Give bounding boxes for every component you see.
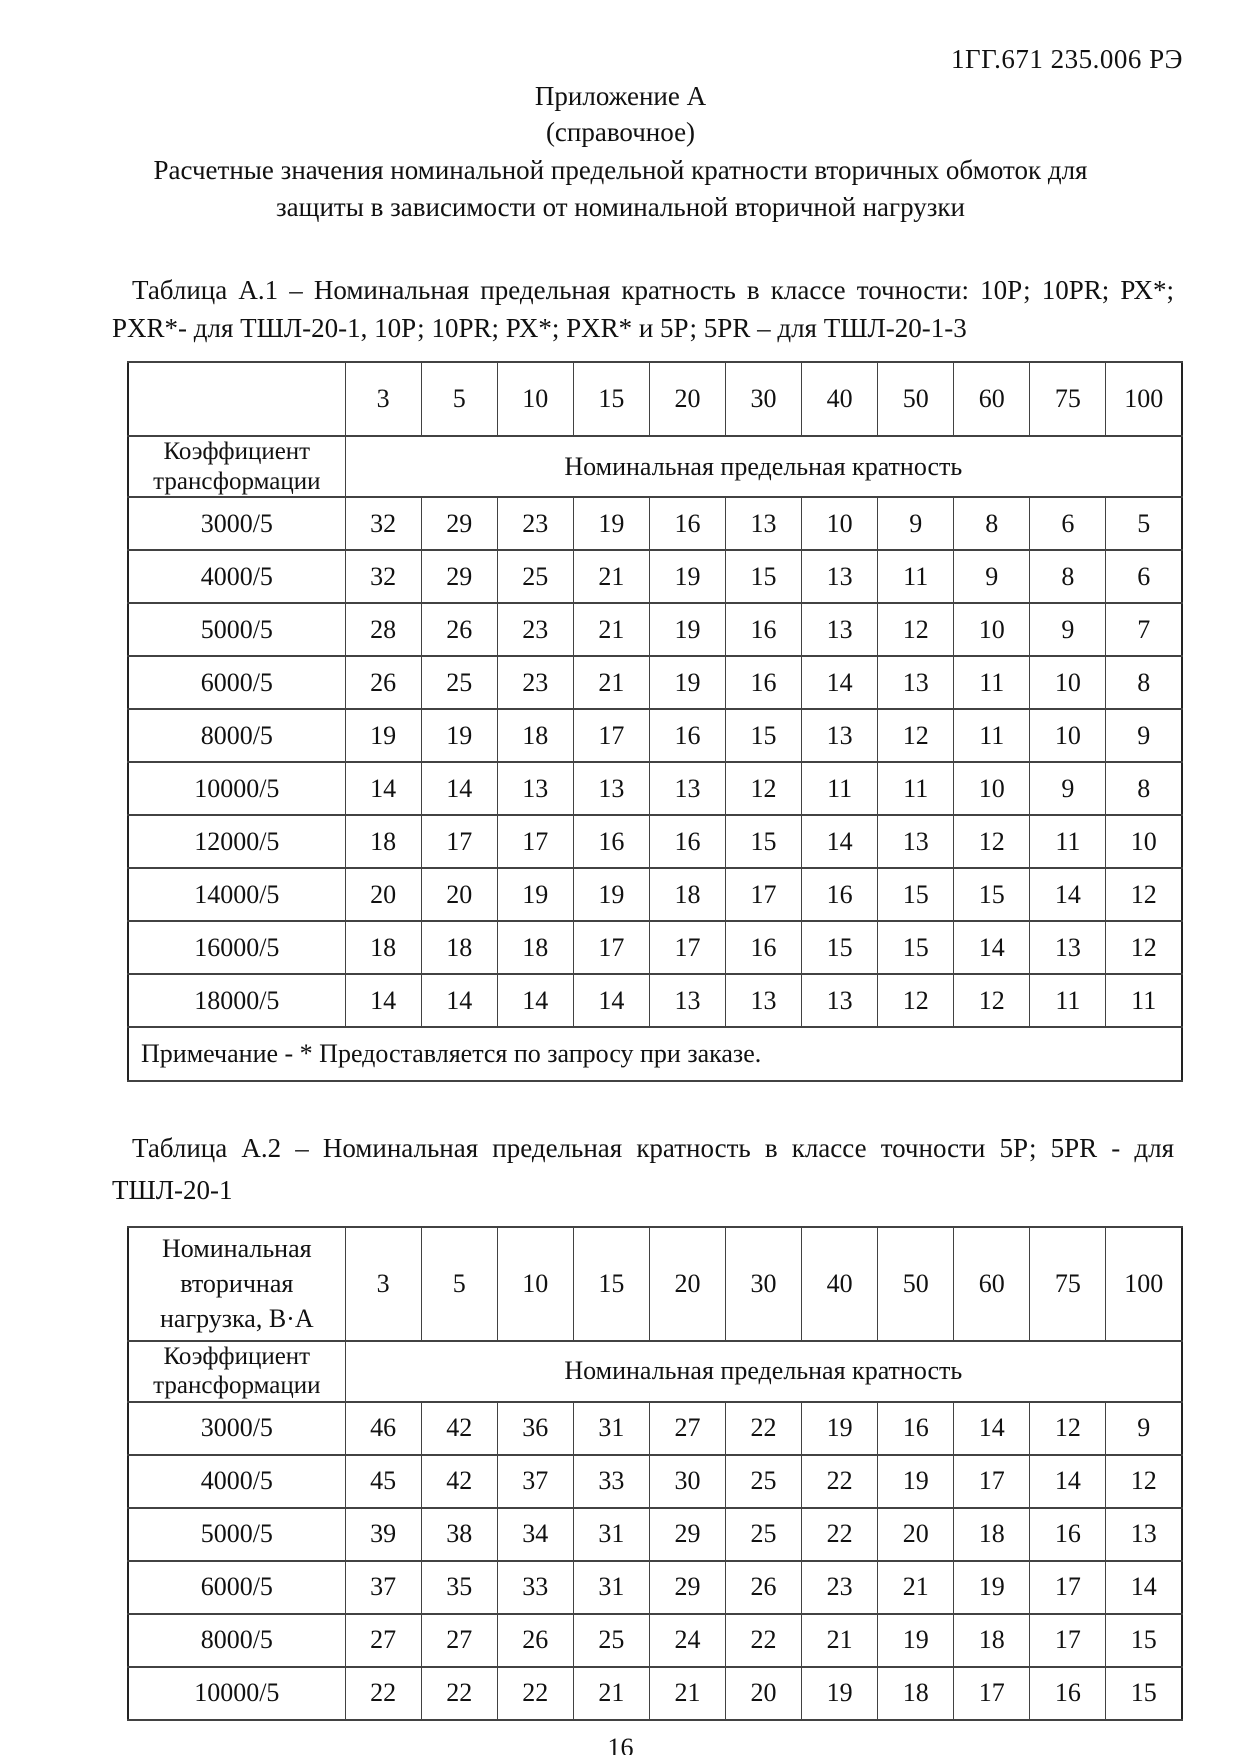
table-note: Примечание - * Предоставляется по запросу при заказе.	[128, 1027, 1182, 1081]
multiplicity-value-cell: 9	[1030, 762, 1106, 815]
multiplicity-value-cell: 12	[1106, 1455, 1182, 1508]
multiplicity-value-cell: 33	[573, 1455, 649, 1508]
multiplicity-value-cell: 9	[1030, 603, 1106, 656]
header-row	[128, 1341, 1182, 1402]
multiplicity-value-cell: 5	[1106, 497, 1182, 550]
multiplicity-value-cell: 15	[726, 550, 802, 603]
transformation-ratio-cell: 8000/5	[128, 709, 345, 762]
load-column-header: 50	[878, 362, 954, 436]
multiplicity-value-cell: 22	[345, 1667, 421, 1720]
appendix-title: Приложение А	[534, 81, 707, 111]
multiplicity-value-cell: 29	[421, 550, 497, 603]
multiplicity-value-cell: 13	[649, 762, 725, 815]
multiplicity-value-cell: 10	[1106, 815, 1182, 868]
multiplicity-value-cell: 18	[954, 1508, 1030, 1561]
multiplicity-value-cell: 27	[421, 1614, 497, 1667]
transformation-ratio-cell: 16000/5	[128, 921, 345, 974]
multiplicity-value-cell: 16	[726, 656, 802, 709]
multiplicity-value-cell: 19	[573, 868, 649, 921]
multiplicity-value-cell: 12	[878, 603, 954, 656]
multiplicity-value-cell: 17	[421, 815, 497, 868]
multiplicity-value-cell: 14	[497, 974, 573, 1027]
multiplicity-value-cell: 22	[802, 1508, 878, 1561]
multiplicity-value-cell: 38	[421, 1508, 497, 1561]
multiplicity-value-cell: 27	[649, 1402, 725, 1455]
multiplicity-value-cell: 9	[954, 550, 1030, 603]
multiplicity-value-cell: 37	[497, 1455, 573, 1508]
multiplicity-value-cell: 16	[726, 603, 802, 656]
table-row	[128, 1614, 1182, 1667]
multiplicity-value-cell: 10	[954, 603, 1030, 656]
multiplicity-value-cell: 42	[421, 1455, 497, 1508]
multiplicity-value-cell: 17	[1030, 1561, 1106, 1614]
multiplicity-value-cell: 16	[649, 709, 725, 762]
multiplicity-value-cell: 19	[878, 1455, 954, 1508]
load-column-header: 60	[954, 362, 1030, 436]
multiplicity-value-cell: 13	[573, 762, 649, 815]
multiplicity-value-cell: 19	[345, 709, 421, 762]
multiplicity-value-cell: 22	[726, 1614, 802, 1667]
multiplicity-value-cell: 25	[726, 1455, 802, 1508]
multiplicity-value-cell: 17	[954, 1667, 1030, 1720]
multiplicity-value-cell: 45	[345, 1455, 421, 1508]
table-row	[128, 1561, 1182, 1614]
multiplicity-value-cell: 12	[1030, 1402, 1106, 1455]
multiplicity-value-cell: 17	[573, 709, 649, 762]
multiplicity-value-cell: 12	[726, 762, 802, 815]
multiplicity-value-cell: 16	[1030, 1508, 1106, 1561]
multiplicity-value-cell: 26	[345, 656, 421, 709]
load-column-header: 15	[573, 362, 649, 436]
load-column-header: 10	[497, 1227, 573, 1341]
multiplicity-value-cell: 20	[421, 868, 497, 921]
corner-cell	[128, 362, 345, 436]
table-a2-caption: Таблица А.2 – Номинальная предельная кратность в классе точности 5Р; 5PR - для ТШЛ-20-1	[112, 1133, 1174, 1205]
multiplicity-value-cell: 21	[802, 1614, 878, 1667]
multiplicity-value-cell: 25	[421, 656, 497, 709]
multiplicity-value-cell: 31	[573, 1402, 649, 1455]
multiplicity-value-cell: 18	[649, 868, 725, 921]
appendix-subtitle: (справочное)	[545, 117, 696, 147]
load-column-header: 5	[421, 362, 497, 436]
multiplicity-value-cell: 42	[421, 1402, 497, 1455]
multiplicity-value-cell: 7	[1106, 603, 1182, 656]
document-description: Расчетные значения номинальной предельной кратности вторичных обмоток для защиты в зависимости от номинальной вторичной нагрузки	[153, 155, 1088, 223]
multiplicity-value-cell: 21	[573, 603, 649, 656]
load-column-header: 15	[573, 1227, 649, 1341]
multiplicity-value-cell: 21	[573, 550, 649, 603]
transformation-ratio-cell: 4000/5	[128, 550, 345, 603]
table-row	[128, 550, 1182, 603]
table-row	[128, 656, 1182, 709]
load-columns-row	[128, 1227, 1182, 1341]
multiplicity-value-cell: 13	[878, 815, 954, 868]
transformation-ratio-cell: 3000/5	[128, 497, 345, 550]
table-row	[128, 709, 1182, 762]
multiplicity-value-cell: 8	[954, 497, 1030, 550]
table-a1	[127, 361, 1183, 1082]
transformation-ratio-cell: 10000/5	[128, 762, 345, 815]
multiplicity-value-cell: 11	[878, 550, 954, 603]
multiplicity-value-cell: 10	[954, 762, 1030, 815]
multiplicity-value-cell: 31	[573, 1561, 649, 1614]
multiplicity-value-cell: 18	[421, 921, 497, 974]
multiplicity-value-cell: 16	[878, 1402, 954, 1455]
page-number: 16	[607, 1732, 634, 1755]
multiplicity-value-cell: 29	[649, 1561, 725, 1614]
multiplicity-value-cell: 9	[1106, 1402, 1182, 1455]
multiplicity-value-cell: 14	[1106, 1561, 1182, 1614]
multiplicity-value-cell: 17	[1030, 1614, 1106, 1667]
multiplicity-value-cell: 11	[1030, 815, 1106, 868]
multiplicity-value-cell: 25	[573, 1614, 649, 1667]
multiplicity-value-cell: 14	[421, 974, 497, 1027]
load-column-header: 40	[802, 362, 878, 436]
multiplicity-value-cell: 13	[1030, 921, 1106, 974]
multiplicity-value-cell: 27	[345, 1614, 421, 1667]
multiplicity-value-cell: 21	[573, 656, 649, 709]
multiplicity-value-cell: 46	[345, 1402, 421, 1455]
load-column-header: 40	[802, 1227, 878, 1341]
multiplicity-value-cell: 17	[573, 921, 649, 974]
multiplicity-value-cell: 15	[1106, 1614, 1182, 1667]
table-row	[128, 603, 1182, 656]
multiplicity-value-cell: 15	[802, 921, 878, 974]
multiplicity-value-cell: 21	[649, 1667, 725, 1720]
transformation-ratio-cell: 14000/5	[128, 868, 345, 921]
load-column-header: 100	[1106, 362, 1182, 436]
multiplicity-value-cell: 26	[497, 1614, 573, 1667]
multiplicity-value-cell: 22	[726, 1402, 802, 1455]
load-column-header: 50	[878, 1227, 954, 1341]
table-row	[128, 921, 1182, 974]
multiplicity-value-cell: 19	[802, 1402, 878, 1455]
multiplicity-value-cell: 23	[802, 1561, 878, 1614]
multiplicity-value-cell: 19	[649, 656, 725, 709]
multiplicity-value-cell: 15	[878, 868, 954, 921]
transformation-ratio-cell: 3000/5	[128, 1402, 345, 1455]
transformation-ratio-cell: 4000/5	[128, 1455, 345, 1508]
multiplicity-value-cell: 20	[878, 1508, 954, 1561]
multiplicity-value-cell: 23	[497, 656, 573, 709]
multiplicity-value-cell: 11	[802, 762, 878, 815]
multiplicity-value-cell: 14	[345, 974, 421, 1027]
multiplicity-value-cell: 13	[497, 762, 573, 815]
multiplicity-value-cell: 29	[649, 1508, 725, 1561]
multiplicity-value-cell: 15	[878, 921, 954, 974]
multiplicity-value-cell: 19	[421, 709, 497, 762]
load-column-header: 3	[345, 1227, 421, 1341]
multiplicity-value-cell: 23	[497, 603, 573, 656]
load-column-header: 10	[497, 362, 573, 436]
multiplicity-value-cell: 13	[726, 497, 802, 550]
multiplicity-value-cell: 10	[1030, 656, 1106, 709]
transformation-ratio-cell: 6000/5	[128, 656, 345, 709]
multiplicity-value-cell: 15	[726, 815, 802, 868]
multiplicity-value-cell: 19	[497, 868, 573, 921]
multiplicity-value-cell: 18	[345, 921, 421, 974]
multiplicity-value-cell: 36	[497, 1402, 573, 1455]
multiplicity-value-cell: 19	[878, 1614, 954, 1667]
multiplicity-value-cell: 8	[1030, 550, 1106, 603]
multiplicity-value-cell: 11	[1030, 974, 1106, 1027]
multiplicity-value-cell: 14	[954, 1402, 1030, 1455]
table-row	[128, 1455, 1182, 1508]
table-row	[128, 762, 1182, 815]
multiplicity-value-cell: 15	[1106, 1667, 1182, 1720]
load-column-header: 30	[726, 1227, 802, 1341]
multiplicity-value-cell: 12	[1106, 868, 1182, 921]
multiplicity-value-cell: 19	[573, 497, 649, 550]
multiplicity-value-cell: 16	[802, 868, 878, 921]
multiplicity-value-cell: 18	[954, 1614, 1030, 1667]
transformation-ratio-cell: 8000/5	[128, 1614, 345, 1667]
multiplicity-value-cell: 12	[878, 974, 954, 1027]
header-row	[128, 436, 1182, 497]
multiplicity-value-cell: 11	[954, 709, 1030, 762]
multiplicity-value-cell: 37	[345, 1561, 421, 1614]
multiplicity-value-cell: 21	[878, 1561, 954, 1614]
multiplicity-value-cell: 19	[649, 603, 725, 656]
multiplicity-value-cell: 14	[1030, 868, 1106, 921]
row-header-label: Коэффициент трансформации	[128, 1341, 345, 1402]
multiplicity-value-cell: 16	[649, 815, 725, 868]
multiplicity-value-cell: 32	[345, 497, 421, 550]
table-a2	[127, 1226, 1183, 1721]
multiplicity-value-cell: 13	[802, 550, 878, 603]
multiplicity-value-cell: 26	[726, 1561, 802, 1614]
multiplicity-value-cell: 34	[497, 1508, 573, 1561]
table-row	[128, 974, 1182, 1027]
multiplicity-value-cell: 9	[1106, 709, 1182, 762]
multiplicity-value-cell: 30	[649, 1455, 725, 1508]
load-column-header: 100	[1106, 1227, 1182, 1341]
multiplicity-value-cell: 16	[726, 921, 802, 974]
multiplicity-value-cell: 18	[497, 921, 573, 974]
multiplicity-value-cell: 18	[345, 815, 421, 868]
multiplicity-value-cell: 29	[421, 497, 497, 550]
load-column-header: 75	[1030, 1227, 1106, 1341]
multiplicity-value-cell: 25	[497, 550, 573, 603]
multiplicity-value-cell: 19	[649, 550, 725, 603]
multiplicity-value-cell: 12	[878, 709, 954, 762]
multiplicity-value-cell: 10	[1030, 709, 1106, 762]
table-row	[128, 497, 1182, 550]
multiplicity-value-cell: 8	[1106, 762, 1182, 815]
multiplicity-value-cell: 22	[802, 1455, 878, 1508]
multiplicity-value-cell: 12	[1106, 921, 1182, 974]
multiplicity-value-cell: 8	[1106, 656, 1182, 709]
multiplicity-value-cell: 10	[802, 497, 878, 550]
multiplicity-value-cell: 14	[954, 921, 1030, 974]
multiplicity-value-cell: 17	[649, 921, 725, 974]
multiplicity-value-cell: 14	[345, 762, 421, 815]
load-column-header: 20	[649, 362, 725, 436]
multiplicity-value-cell: 16	[1030, 1667, 1106, 1720]
multiplicity-value-cell: 21	[573, 1667, 649, 1720]
multiplicity-value-cell: 17	[726, 868, 802, 921]
multiplicity-value-cell: 22	[497, 1667, 573, 1720]
span-label: Номинальная предельная кратность	[345, 1341, 1182, 1402]
load-column-header: 60	[954, 1227, 1030, 1341]
multiplicity-value-cell: 23	[497, 497, 573, 550]
multiplicity-value-cell: 13	[802, 974, 878, 1027]
multiplicity-value-cell: 25	[726, 1508, 802, 1561]
multiplicity-value-cell: 18	[497, 709, 573, 762]
multiplicity-value-cell: 31	[573, 1508, 649, 1561]
multiplicity-value-cell: 24	[649, 1614, 725, 1667]
transformation-ratio-cell: 5000/5	[128, 1508, 345, 1561]
multiplicity-value-cell: 19	[954, 1561, 1030, 1614]
multiplicity-value-cell: 13	[649, 974, 725, 1027]
multiplicity-value-cell: 39	[345, 1508, 421, 1561]
table-row	[128, 1402, 1182, 1455]
multiplicity-value-cell: 15	[726, 709, 802, 762]
transformation-ratio-cell: 6000/5	[128, 1561, 345, 1614]
multiplicity-value-cell: 14	[1030, 1455, 1106, 1508]
load-column-header: 5	[421, 1227, 497, 1341]
multiplicity-value-cell: 13	[802, 603, 878, 656]
transformation-ratio-cell: 5000/5	[128, 603, 345, 656]
multiplicity-value-cell: 18	[878, 1667, 954, 1720]
load-column-header: 20	[649, 1227, 725, 1341]
load-column-header: 75	[1030, 362, 1106, 436]
multiplicity-value-cell: 35	[421, 1561, 497, 1614]
multiplicity-value-cell: 19	[802, 1667, 878, 1720]
multiplicity-value-cell: 11	[1106, 974, 1182, 1027]
row-header-label: Коэффициент трансформации	[128, 436, 345, 497]
multiplicity-value-cell: 20	[726, 1667, 802, 1720]
transformation-ratio-cell: 18000/5	[128, 974, 345, 1027]
multiplicity-value-cell: 14	[421, 762, 497, 815]
table-row	[128, 815, 1182, 868]
multiplicity-value-cell: 20	[345, 868, 421, 921]
multiplicity-value-cell: 13	[1106, 1508, 1182, 1561]
multiplicity-value-cell: 14	[802, 815, 878, 868]
multiplicity-value-cell: 11	[878, 762, 954, 815]
multiplicity-value-cell: 33	[497, 1561, 573, 1614]
multiplicity-value-cell: 17	[497, 815, 573, 868]
corner-cell: Номинальная вторичная нагрузка, В·А	[128, 1227, 345, 1341]
multiplicity-value-cell: 14	[573, 974, 649, 1027]
transformation-ratio-cell: 10000/5	[128, 1667, 345, 1720]
transformation-ratio-cell: 12000/5	[128, 815, 345, 868]
span-label: Номинальная предельная кратность	[345, 436, 1182, 497]
multiplicity-value-cell: 13	[878, 656, 954, 709]
note-row	[128, 1027, 1182, 1081]
multiplicity-value-cell: 16	[649, 497, 725, 550]
multiplicity-value-cell: 15	[954, 868, 1030, 921]
multiplicity-value-cell: 12	[954, 974, 1030, 1027]
multiplicity-value-cell: 12	[954, 815, 1030, 868]
multiplicity-value-cell: 26	[421, 603, 497, 656]
load-column-header: 30	[726, 362, 802, 436]
multiplicity-value-cell: 16	[573, 815, 649, 868]
multiplicity-value-cell: 22	[421, 1667, 497, 1720]
multiplicity-value-cell: 13	[726, 974, 802, 1027]
multiplicity-value-cell: 6	[1030, 497, 1106, 550]
multiplicity-value-cell: 13	[802, 709, 878, 762]
multiplicity-value-cell: 17	[954, 1455, 1030, 1508]
doc-code: 1ГГ.671 235.006 РЭ	[950, 44, 1183, 74]
multiplicity-value-cell: 28	[345, 603, 421, 656]
multiplicity-value-cell: 14	[802, 656, 878, 709]
table-row	[128, 868, 1182, 921]
multiplicity-value-cell: 6	[1106, 550, 1182, 603]
load-columns-row	[128, 362, 1182, 436]
table-row	[128, 1508, 1182, 1561]
multiplicity-value-cell: 11	[954, 656, 1030, 709]
table-row	[128, 1667, 1182, 1720]
table-a1-caption: Таблица А.1 – Номинальная предельная кратность в классе точности: 10Р; 10PR; РХ*; PXR*- для ТШЛ-20-1, 10Р; 10PR; РХ*; PXR* и 5Р; 5PR – для ТШЛ-20-1-3	[112, 274, 1174, 343]
load-column-header: 3	[345, 362, 421, 436]
multiplicity-value-cell: 9	[878, 497, 954, 550]
multiplicity-value-cell: 32	[345, 550, 421, 603]
